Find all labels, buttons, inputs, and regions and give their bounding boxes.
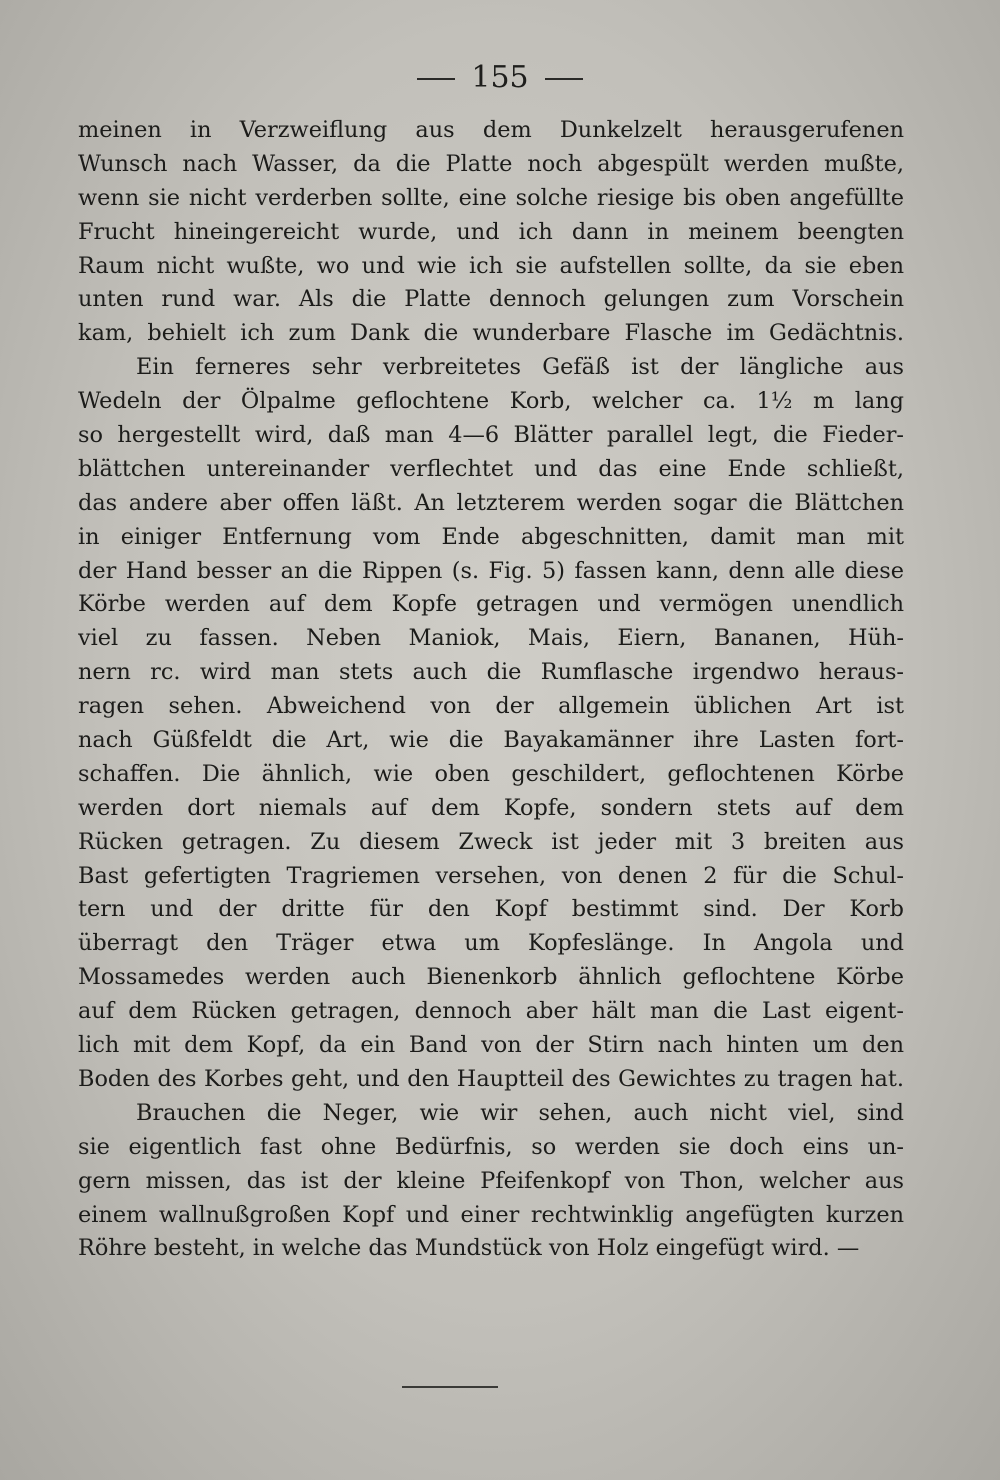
- text-line: Ein ferneres sehr verbreitetes Gefäß ist der längliche aus: [136, 354, 904, 381]
- text-line: Bast gefertigten Tragriemen versehen, von denen 2 für die Schul-: [78, 862, 904, 889]
- text-line: Röhre besteht, in welche das Mundstück von Holz eingefügt wird. —: [78, 1235, 860, 1262]
- text-line: Boden des Korbes geht, und den Hauptteil des Gewichtes zu tragen hat.: [78, 1065, 904, 1092]
- text-line: Frucht hineingereicht wurde, und ich dann in meinem beengten: [78, 218, 904, 245]
- text-line: wenn sie nicht verderben sollte, eine solche riesige bis oben angefüllte: [78, 184, 904, 211]
- text-line: viel zu fassen. Neben Maniok, Mais, Eiern, Bananen, Hüh-: [78, 625, 904, 652]
- text-line: der Hand besser an die Rippen (s. Fig. 5) fassen kann, denn alle diese: [78, 557, 904, 584]
- text-line: kam, behielt ich zum Dank die wunderbare Flasche im Gedächtnis.: [78, 320, 904, 347]
- text-line: werden dort niemals auf dem Kopfe, sondern stets auf dem: [78, 794, 904, 821]
- text-line: Wedeln der Ölpalme geflochtene Korb, welcher ca. 1½ m lang: [78, 388, 904, 415]
- text-line: Brauchen die Neger, wie wir sehen, auch nicht viel, sind: [136, 1099, 904, 1126]
- text-line: nern rc. wird man stets auch die Rumflasche irgendwo heraus-: [78, 659, 904, 686]
- text-line: tern und der dritte für den Kopf bestimmt sind. Der Korb: [78, 896, 904, 923]
- header-dash-left: [417, 78, 455, 80]
- text-line: schaffen. Die ähnlich, wie oben geschildert, geflochtenen Körbe: [78, 760, 904, 787]
- text-line: lich mit dem Kopf, da ein Band von der Stirn nach hinten um den: [78, 1032, 904, 1059]
- text-line: unten rund war. Als die Platte dennoch gelungen zum Vorschein: [78, 286, 904, 313]
- text-line: Raum nicht wußte, wo und wie ich sie aufstellen sollte, da sie eben: [78, 252, 904, 279]
- text-line: überragt den Träger etwa um Kopfeslänge. In Angola und: [78, 930, 904, 957]
- text-line: auf dem Rücken getragen, dennoch aber hält man die Last eigent-: [78, 998, 904, 1025]
- text-line: in einiger Entfernung vom Ende abgeschnitten, damit man mit: [78, 523, 904, 550]
- text-line: Mossamedes werden auch Bienenkorb ähnlich geflochtene Körbe: [78, 964, 904, 991]
- text-line: blättchen untereinander verflechtet und das eine Ende schließt,: [78, 455, 904, 482]
- header-dash-right: [545, 78, 583, 80]
- page-number: 155: [471, 60, 529, 95]
- section-separator: [402, 1386, 498, 1388]
- text-line: das andere aber offen läßt. An letzterem werden sogar die Blättchen: [78, 489, 904, 516]
- text-line: ragen sehen. Abweichend von der allgemein üblichen Art ist: [78, 693, 904, 720]
- text-line: Wunsch nach Wasser, da die Platte noch abgespült werden mußte,: [78, 150, 904, 177]
- text-line: meinen in Verzweiflung aus dem Dunkelzelt herausgerufenen: [78, 117, 904, 143]
- text-line: Körbe werden auf dem Kopfe getragen und vermögen unendlich: [78, 591, 904, 618]
- text-line: gern missen, das ist der kleine Pfeifenkopf von Thon, welcher aus: [78, 1167, 904, 1194]
- page-header: [0, 60, 1000, 95]
- text-line: so hergestellt wird, daß man 4—6 Blätter parallel legt, die Fieder-: [78, 422, 904, 449]
- text-line: Rücken getragen. Zu diesem Zweck ist jeder mit 3 breiten aus: [78, 828, 904, 855]
- text-line: sie eigentlich fast ohne Bedürfnis, so werden sie doch eins un-: [78, 1133, 904, 1160]
- text-body: [78, 114, 904, 1266]
- text-line: nach Güßfeldt die Art, wie die Bayakamänner ihre Lasten fort-: [78, 727, 904, 754]
- text-line: einem wallnußgroßen Kopf und einer rechtwinklig angefügten kurzen: [78, 1201, 904, 1228]
